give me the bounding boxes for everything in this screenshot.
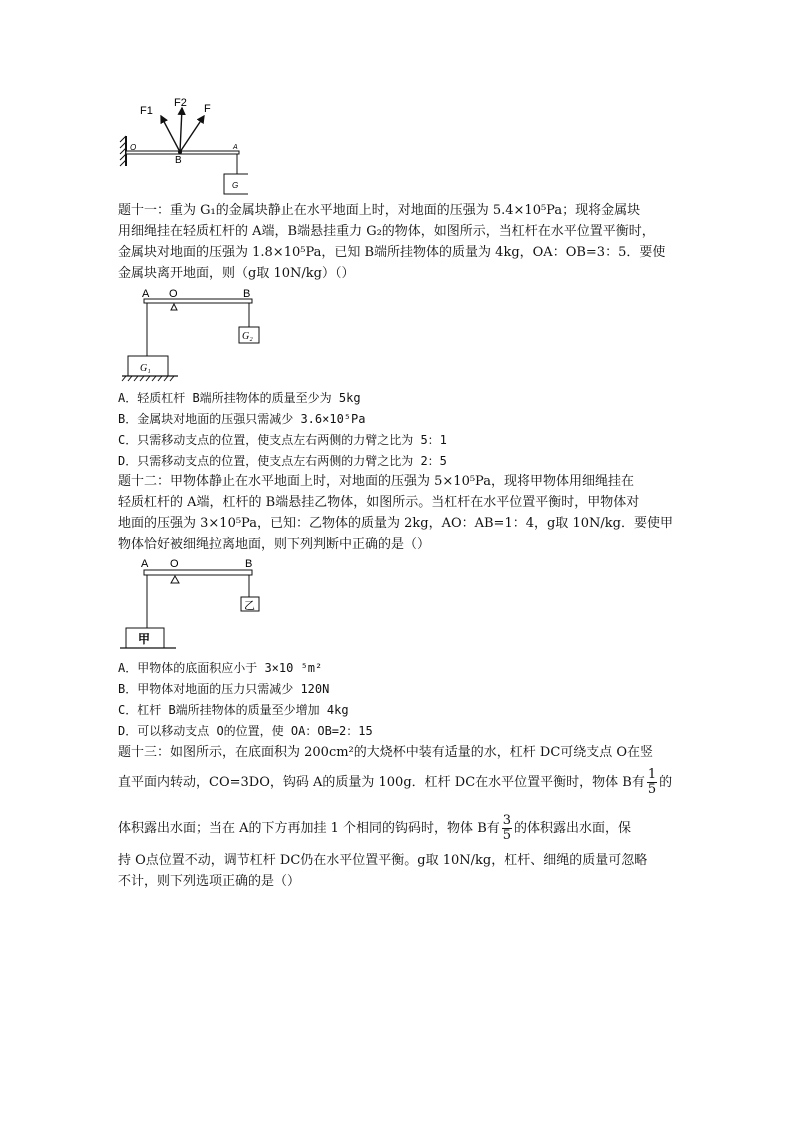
q13-line-1: 题十三：如图所示，在底面积为 200cm²的大烧杯中装有适量的水，杠杆 DC可绕支点 O在竖 (118, 745, 654, 760)
fig1-label-f1: F1 (140, 105, 153, 117)
q11-line-3: 金属块对地面的压强为 1.8×10⁵Pa，已知 B端所挂物体的质量为 4kg，OA：OB=3：5．要使 (118, 245, 666, 260)
q11-line-4: 金属块离开地面，则（g取 10N/kg）（） (118, 266, 355, 281)
q12-fig-label-yi: 乙 (244, 599, 255, 612)
fraction-one-fifth: $\frac{1}{5}$ (647, 767, 657, 797)
q12-text (118, 471, 678, 555)
q12-option-c[interactable]: C．杠杆 B端所挂物体的质量至少增加 4kg (118, 703, 349, 717)
q11-option-a[interactable]: A．轻质杠杆 B端所挂物体的质量至少为 5kg (118, 391, 361, 405)
q12-fig-label-jia: 甲 (138, 632, 151, 646)
q12-line-2: 轻质杠杆的 A端，杠杆的 B端悬挂乙物体，如图所示。当杠杆在水平位置平衡时，甲物体对 (118, 495, 640, 510)
q11-line-2: 用细绳挂在轻质杠杆的 A端，B端悬挂重力 G₂的物体，如图所示，当杠杆在水平位置平衡时， (118, 224, 655, 239)
q12-option-d[interactable]: D．可以移动支点 O的位置，使 OA：OB=2：15 (118, 724, 373, 738)
q12-option-a[interactable]: A．甲物体的底面积应小于 3×10 ⁵m² (118, 661, 323, 675)
fig1-label-g: G (232, 181, 239, 190)
figure-lever-forces (118, 96, 248, 198)
q12-fig-label-o: O (170, 558, 179, 570)
figure-q11-lever (118, 286, 268, 382)
q11-line-1: 题十一：重为 G₁的金属块静止在水平地面上时，对地面的压强为 5.4×10⁵Pa；现将金属块 (118, 203, 641, 218)
q11-option-b[interactable]: B．金属块对地面的压强只需减少 3.6×10⁵Pa (118, 412, 366, 426)
q12-line-4: 物体恰好被细绳拉离地面，则下列判断中正确的是（） (118, 537, 431, 552)
q13-line-3-text: 体积露出水面；当在 A的下方再加挂 1 个相同的钩码时，物体 B有 (118, 821, 500, 836)
fig1-label-a: A (233, 144, 238, 151)
q13-line-5: 不计，则下列选项正确的是（） (118, 874, 301, 889)
q11-option-d[interactable]: D．只需移动支点的位置，使支点左右两侧的力臂之比为 2：5 (118, 454, 447, 468)
q12-line-3: 地面的压强为 3×10⁵Pa，已知：乙物体的质量为 2kg，AO：AB=1：4，g取 10N/kg．要使甲 (118, 516, 673, 531)
fig1-label-f: F (204, 103, 211, 115)
q13-line-4: 持 O点位置不动，调节杠杆 DC仍在水平位置平衡。g取 10N/kg，杠杆、细绳的质量可忽略 (118, 853, 648, 868)
fraction-three-fifths: $\frac{3}{5}$ (502, 813, 512, 843)
q11-fig-label-g1: G₁ (140, 363, 151, 374)
q12-fig-label-a: A (141, 558, 149, 570)
q13-line-2: 直平面内转动，CO=3DO，钩码 A的质量为 100g．杠杆 DC在水平位置平衡时，物体 B有 $\frac{1}{5}$ 的 (118, 767, 673, 797)
q11-fig-label-a: A (142, 288, 150, 300)
q12-option-b[interactable]: B．甲物体对地面的压力只需减少 120N (118, 682, 330, 696)
q13-line-3: 体积露出水面；当在 A的下方再加挂 1 个相同的钩码时，物体 B有 $\frac{3}{5}$ 的体积露出水面，保 (118, 813, 632, 843)
q11-fig-label-b: B (243, 288, 251, 300)
q11-fig-label-o: O (169, 288, 178, 300)
q11-option-c[interactable]: C．只需移动支点的位置，使支点左右两侧的力臂之比为 5：1 (118, 433, 447, 447)
fig1-label-b: B (175, 155, 182, 166)
figure-q12-lever (118, 556, 268, 652)
q12-fig-label-b: B (245, 558, 253, 570)
fig1-label-o: O (130, 143, 137, 152)
q13-line-2-text: 直平面内转动，CO=3DO，钩码 A的质量为 100g．杠杆 DC在水平位置平衡时，物体 B有 (118, 775, 645, 790)
q12-line-1: 题十二：甲物体静止在水平地面上时，对地面的压强为 5×10⁵Pa，现将甲物体用细绳挂在 (118, 474, 634, 489)
q11-fig-label-g2: G₂ (242, 331, 253, 342)
fig1-label-f2: F2 (174, 97, 187, 109)
q11-text (118, 200, 678, 284)
